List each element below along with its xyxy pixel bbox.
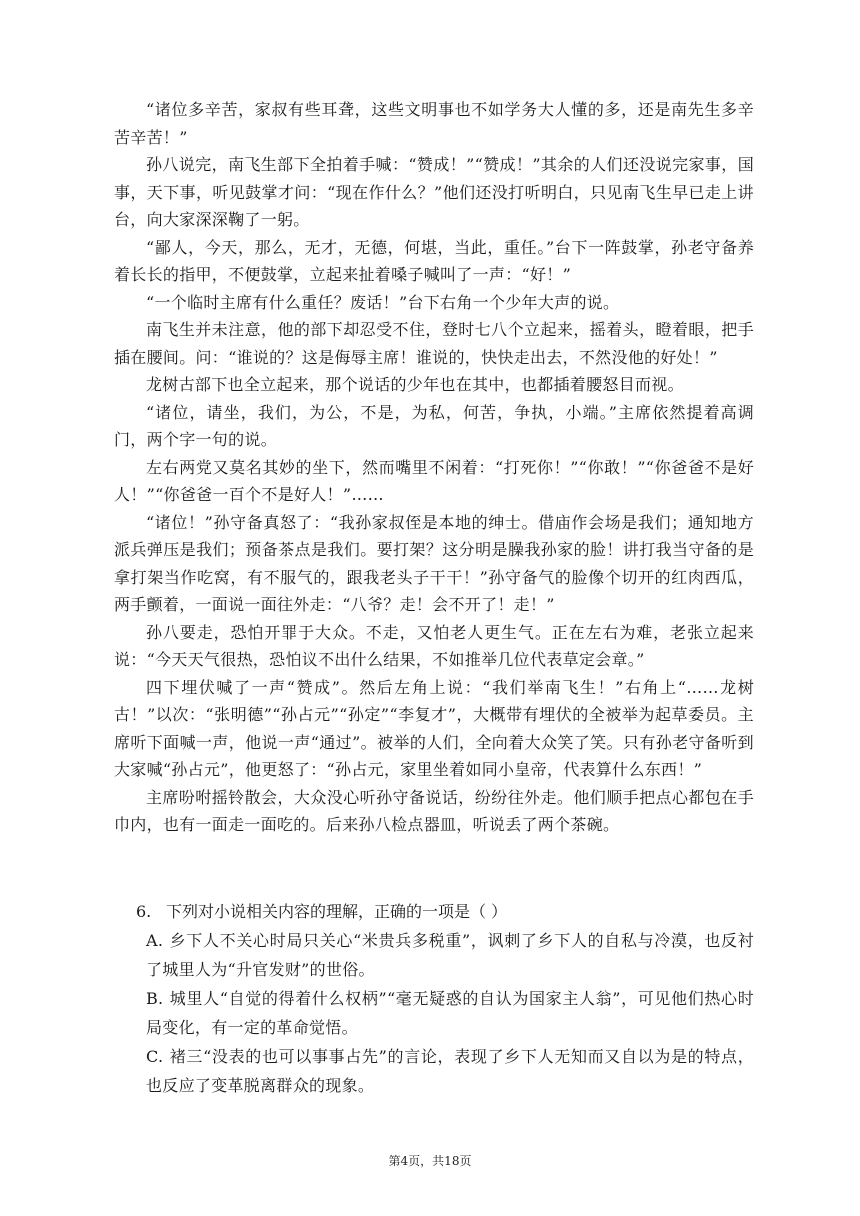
question-stem (114, 897, 754, 926)
option-text: 褚三“没表的也可以事事占先”的言论，表现了乡下人无知而又自以为是的特点，也反应了变革脱离群众的现象。 (146, 1047, 754, 1095)
option-letter: A. (146, 931, 164, 950)
passage-paragraph: “一个临时主席有什么重任？废话！”台下右角一个少年大声的说。 (146, 292, 620, 312)
option-c (114, 1042, 754, 1100)
passage-paragraph: “鄙人，今天，那么，无才，无德，何堪，当此，重任。”台下一阵鼓掌，孙老守备养着长长的指甲，不便鼓掌，立起来扯着嗓子喊叫了一声：“好！” (114, 237, 754, 284)
option-letter: C. (146, 1047, 164, 1066)
question-text: 下列对小说相关内容的理解，正确的一项是（ ） (166, 902, 508, 921)
option-text: 城里人“自觉的得着什么权柄”“毫无疑惑的自认为国家主人翁”，可见他们热心时局变化，有一定的革命觉悟。 (146, 989, 754, 1037)
passage-paragraph: 四下埋伏喊了一声“赞成”。然后左角上说：“我们举南飞生！”右角上“……龙树古！”以次：“张明德”“孙占元”“孙定”“李复才”，大概带有埋伏的全被举为起草委员。主席听下面喊一声，他说一声“通过”。被举的人们，全向着大众笑了笑。只有孙老守备听到大家喊“孙占元”，他更怒了：“孙占元，家里坐着如同小皇帝，代表算什么东西！” (114, 677, 754, 779)
passage (114, 96, 754, 839)
passage-paragraph: 龙树古部下也全立起来，那个说话的少年也在其中，也都插着腰怒目而视。 (146, 375, 684, 394)
passage-paragraph: 孙八要走，恐怕开罪于大众。不走，又怕老人更生气。正在左右为难，老张立起来说：“今天天气很热，恐怕议不出什么结果，不如推举几位代表草定会章。” (114, 622, 754, 669)
passage-paragraph: 孙八说完，南飞生部下全拍着手喊：“赞成！”“赞成！”其余的人们还没说完家事，国事，天下事，听见鼓掌才问：“现在作什么？”他们还没打听明白，只见南飞生早已走上讲台，向大家深深鞠了一躬。 (114, 155, 754, 229)
page-footer: 第4页，共18页 (388, 1154, 472, 1168)
option-text: 乡下人不关心时局只关心“米贵兵多税重”，讽刺了乡下人的自私与冷漠，也反衬了城里人为“升官发财”的世俗。 (146, 931, 754, 979)
passage-paragraph: “诸位多辛苦，家叔有些耳聋，这些文明事也不如学务大人懂的多，还是南先生多辛苦辛苦！” (114, 100, 754, 147)
passage-paragraph: 主席吩咐摇铃散会，大众没心听孙守备说话，纷纷往外走。他们顺手把点心都包在手巾内，也有一面走一面吃的。后来孙八检点器皿，听说丢了两个茶碗。 (114, 787, 754, 834)
option-letter: B. (146, 989, 164, 1008)
passage-paragraph: 南飞生并未注意，他的部下却忍受不住，登时七八个立起来，摇着头，瞪着眼，把手插在腰间。问：“谁说的？这是侮辱主席！谁说的，快快走出去，不然没他的好处！” (114, 320, 754, 367)
passage-paragraph: “诸位，请坐，我们，为公，不是，为私，何苦，争执，小端。”主席依然提着高调门，两个字一句的说。 (114, 402, 754, 449)
option-a (114, 926, 754, 984)
question-number: 6. (136, 902, 152, 921)
passage-paragraph: 左右两党又莫名其妙的坐下，然而嘴里不闲着：“打死你！”“你敢！”“你爸爸不是好人！”“你爸爸一百个不是好人！”…… (114, 457, 754, 504)
question-block (114, 897, 754, 1100)
option-b (114, 984, 754, 1042)
passage-paragraph: “诸位！”孙守备真怒了：“我孙家叔侄是本地的绅士。借庙作会场是我们；通知地方派兵弹压是我们；预备茶点是我们。要打架？这分明是臊我孙家的脸！讲打我当守备的是拿打架当作吃窝，有不服气的，跟我老头子干干！”孙守备气的脸像个切开的红肉西瓜，两手颤着，一面说一面往外走：“八爷？走！会不开了！走！” (114, 512, 754, 614)
